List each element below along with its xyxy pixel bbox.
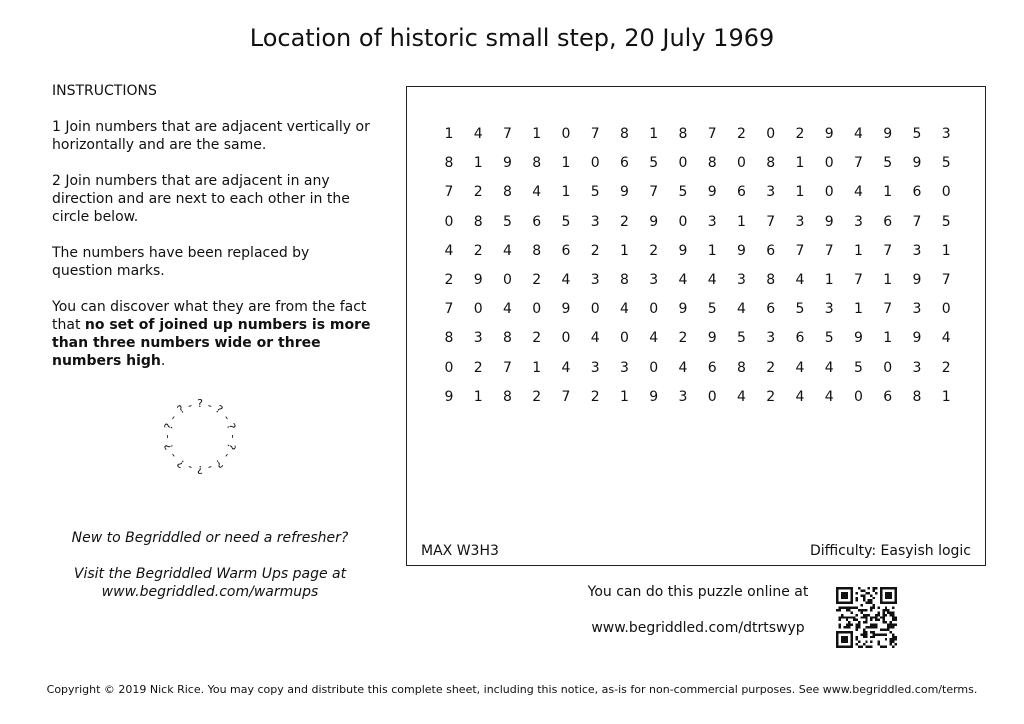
grid-cell[interactable]: 8 xyxy=(503,184,512,201)
grid-cell[interactable]: 8 xyxy=(620,126,629,142)
grid-cell[interactable]: 9 xyxy=(678,301,688,318)
circle-question-mark: ? xyxy=(174,402,187,417)
circle-dash: - xyxy=(166,411,180,423)
grid-cell[interactable]: 7 xyxy=(503,126,512,142)
grid-cell[interactable]: 4 xyxy=(824,388,834,405)
grid-cell[interactable]: 8 xyxy=(737,359,746,376)
grid-cell[interactable]: 0 xyxy=(854,388,863,405)
grid-cell[interactable]: 5 xyxy=(824,330,834,347)
grid-cell[interactable]: 9 xyxy=(503,155,512,172)
circle-question-mark: ? xyxy=(174,456,187,471)
grid-cell[interactable]: 7 xyxy=(795,242,805,259)
grid-cell[interactable]: 0 xyxy=(444,359,454,376)
grid-cell[interactable]: 5 xyxy=(941,155,951,172)
grid-cell[interactable]: 4 xyxy=(854,126,863,142)
grid-cell[interactable]: 5 xyxy=(707,301,717,318)
page-title: Location of historic small step, 20 July 1969 xyxy=(249,24,775,52)
grid-cell[interactable]: 3 xyxy=(941,126,951,142)
grid-cell[interactable]: 9 xyxy=(649,388,659,405)
grid-cell[interactable]: 4 xyxy=(561,359,571,376)
circle-dash: - xyxy=(220,450,234,462)
grid-cell[interactable]: 3 xyxy=(473,330,483,347)
circle-question-mark: ? xyxy=(224,441,239,452)
grid-cell[interactable]: 2 xyxy=(532,271,542,288)
grid-cell[interactable]: 4 xyxy=(473,126,483,142)
grid-cell[interactable]: 7 xyxy=(766,213,776,230)
grid-cell[interactable]: 7 xyxy=(444,184,454,201)
grid-cell[interactable]: 8 xyxy=(766,155,776,172)
grid-cell[interactable]: 7 xyxy=(707,126,717,142)
grid-cell[interactable]: 2 xyxy=(532,330,542,347)
grid-cell[interactable]: 6 xyxy=(707,359,717,376)
grid-cell[interactable]: 6 xyxy=(883,213,893,230)
circle-dash: - xyxy=(206,398,215,412)
grid-cell[interactable]: 9 xyxy=(883,126,893,142)
grid-cell[interactable]: 6 xyxy=(912,184,922,201)
grid-cell[interactable]: 7 xyxy=(561,388,571,405)
grid-cell[interactable]: 1 xyxy=(854,301,863,318)
grid-cell[interactable]: 1 xyxy=(883,271,893,288)
discover-note xyxy=(52,298,372,370)
grid-cell[interactable]: 6 xyxy=(561,242,571,259)
grid-cell[interactable]: 0 xyxy=(649,301,659,318)
puzzle-code: MAX W3H3 xyxy=(421,543,499,559)
grid-cell[interactable]: 5 xyxy=(795,301,805,318)
grid-cell[interactable]: 0 xyxy=(941,301,951,318)
grid-cell[interactable]: 1 xyxy=(883,330,893,347)
grid-cell[interactable]: 3 xyxy=(795,213,805,230)
grid-cell[interactable]: 6 xyxy=(766,242,776,259)
grid-cell[interactable]: 2 xyxy=(941,359,951,376)
grid-cell[interactable]: 8 xyxy=(678,126,688,142)
grid-cell[interactable]: 7 xyxy=(883,242,893,259)
grid-cell[interactable]: 0 xyxy=(561,330,571,347)
grid-cell[interactable]: 9 xyxy=(737,242,746,259)
grid-cell[interactable]: 1 xyxy=(707,242,717,259)
grid-cell[interactable]: 5 xyxy=(561,213,571,230)
grid-cell[interactable]: 3 xyxy=(620,359,629,376)
grid-cell[interactable]: 1 xyxy=(883,184,893,201)
grid-cell[interactable]: 1 xyxy=(737,213,746,230)
grid-cell[interactable]: 0 xyxy=(824,184,834,201)
online-note xyxy=(560,583,836,637)
grid-cell[interactable]: 1 xyxy=(532,359,542,376)
grid-cell[interactable]: 9 xyxy=(912,155,922,172)
grid-cell[interactable]: 1 xyxy=(561,184,571,201)
grid-cell[interactable]: 1 xyxy=(444,126,454,142)
circle-dash: - xyxy=(185,398,194,412)
grid-cell[interactable]: 4 xyxy=(678,271,688,288)
grid-cell[interactable]: 0 xyxy=(649,359,659,376)
grid-cell[interactable]: 9 xyxy=(561,301,571,318)
grid-cell[interactable]: 9 xyxy=(854,330,863,347)
circle-question-mark: ? xyxy=(161,421,176,432)
grid-cell[interactable]: 8 xyxy=(766,271,776,288)
grid-cell[interactable]: 8 xyxy=(532,155,542,172)
grid-cell[interactable]: 4 xyxy=(737,301,746,318)
grid-cell[interactable]: 2 xyxy=(473,359,483,376)
grid-cell[interactable]: 9 xyxy=(912,330,922,347)
grid-cell[interactable]: 1 xyxy=(941,388,951,405)
grid-cell[interactable]: 4 xyxy=(444,242,454,259)
grid-cell[interactable]: 6 xyxy=(532,213,542,230)
grid-cell[interactable]: 5 xyxy=(678,184,688,201)
grid-cell[interactable]: 2 xyxy=(649,242,659,259)
discover-bold: no set of joined up numbers is more than three numbers wide or three numbers high xyxy=(52,317,371,369)
grid-cell[interactable]: 2 xyxy=(590,242,600,259)
circle-question-mark: ? xyxy=(197,463,203,476)
grid-cell[interactable]: 3 xyxy=(824,301,834,318)
grid-cell[interactable]: 3 xyxy=(590,271,600,288)
circle-dash: - xyxy=(185,461,194,475)
circle-question-mark: ? xyxy=(197,397,203,410)
grid-cell[interactable]: 1 xyxy=(532,126,542,142)
grid-cell[interactable]: 1 xyxy=(854,242,863,259)
grid-cell[interactable]: 3 xyxy=(737,271,746,288)
circle-question-mark: ? xyxy=(224,421,239,432)
grid-cell[interactable]: 2 xyxy=(444,271,454,288)
circle-dash: - xyxy=(220,411,234,423)
grid-cell[interactable]: 3 xyxy=(912,242,922,259)
grid-cell[interactable]: 8 xyxy=(503,330,512,347)
grid-cell[interactable]: 3 xyxy=(766,330,776,347)
grid-cell[interactable]: 3 xyxy=(912,359,922,376)
grid-cell[interactable]: 9 xyxy=(707,330,717,347)
grid-cell[interactable]: 4 xyxy=(737,388,746,405)
grid-cell[interactable]: 3 xyxy=(590,359,600,376)
grid-cell[interactable]: 1 xyxy=(473,155,483,172)
grid-cell[interactable]: 2 xyxy=(620,213,629,230)
number-grid xyxy=(438,123,957,415)
discover-pre: You can discover what they are from the fact that xyxy=(52,299,367,333)
grid-cell[interactable]: 4 xyxy=(824,359,834,376)
grid-cell[interactable]: 6 xyxy=(620,155,629,172)
grid-cell[interactable]: 7 xyxy=(854,271,863,288)
grid-cell[interactable]: 7 xyxy=(444,301,454,318)
grid-cell[interactable]: 3 xyxy=(912,301,922,318)
grid-cell[interactable]: 4 xyxy=(707,271,717,288)
grid-cell[interactable]: 1 xyxy=(473,388,483,405)
grid-cell[interactable]: 3 xyxy=(590,213,600,230)
grid-cell[interactable]: 7 xyxy=(883,301,893,318)
grid-cell[interactable]: 2 xyxy=(766,388,776,405)
refresher-line-2: Visit the Begriddled Warm Ups page at www.begriddled.com/warmups xyxy=(73,566,347,600)
instructions-heading: INSTRUCTIONS xyxy=(52,83,157,99)
grid-cell[interactable]: 0 xyxy=(444,213,454,230)
grid-cell[interactable]: 9 xyxy=(707,184,717,201)
grid-cell[interactable]: 4 xyxy=(941,330,951,347)
grid-cell[interactable]: 5 xyxy=(737,330,746,347)
grid-cell[interactable]: 1 xyxy=(620,388,629,405)
grid-cell[interactable]: 8 xyxy=(620,271,629,288)
circle-question-mark: ? xyxy=(213,456,226,471)
grid-cell[interactable]: 0 xyxy=(532,301,542,318)
grid-cell[interactable]: 0 xyxy=(824,155,834,172)
grid-cell[interactable]: 0 xyxy=(590,301,600,318)
discover-post: . xyxy=(160,353,166,369)
grid-cell[interactable]: 4 xyxy=(795,359,805,376)
online-label: You can do this puzzle online at xyxy=(587,584,809,600)
grid-cell[interactable]: 0 xyxy=(883,359,893,376)
grid-cell[interactable]: 9 xyxy=(473,271,483,288)
replaced-note: The numbers have been replaced by question marks. xyxy=(52,245,310,279)
grid-cell[interactable]: 1 xyxy=(649,126,659,142)
grid-cell[interactable]: 2 xyxy=(678,330,688,347)
grid-cell[interactable]: 9 xyxy=(824,213,834,230)
grid-cell[interactable]: 0 xyxy=(561,126,571,142)
rule-1: 1 Join numbers that are adjacent vertically or horizontally and are the same. xyxy=(52,119,370,153)
grid-cell[interactable]: 7 xyxy=(503,359,512,376)
grid-cell[interactable]: 5 xyxy=(649,155,659,172)
grid-cell[interactable]: 0 xyxy=(707,388,717,405)
grid-cell[interactable]: 4 xyxy=(503,301,512,318)
grid-cell[interactable]: 0 xyxy=(941,184,951,201)
grid-cell[interactable]: 7 xyxy=(590,126,600,142)
grid-cell[interactable]: 2 xyxy=(473,184,483,201)
grid-cell[interactable]: 1 xyxy=(941,242,951,259)
circle-dash: - xyxy=(160,434,174,439)
rule-2: 2 Join numbers that are adjacent in any direction and are next to each other in the circle below. xyxy=(52,173,350,225)
grid-cell[interactable]: 8 xyxy=(444,330,454,347)
grid-cell[interactable]: 0 xyxy=(473,301,483,318)
grid-cell[interactable]: 2 xyxy=(532,388,542,405)
grid-cell[interactable]: 7 xyxy=(941,271,951,288)
circle-question-mark: ? xyxy=(213,402,226,417)
grid-cell[interactable]: 4 xyxy=(649,330,659,347)
grid-cell[interactable]: 3 xyxy=(649,271,659,288)
grid-cell[interactable]: 9 xyxy=(620,184,629,201)
grid-cell[interactable]: 9 xyxy=(824,126,834,142)
grid-cell[interactable]: 4 xyxy=(590,330,600,347)
qr-code-icon[interactable] xyxy=(836,587,897,648)
grid-cell[interactable]: 6 xyxy=(766,301,776,318)
grid-cell[interactable]: 0 xyxy=(678,155,688,172)
grid-cell[interactable]: 4 xyxy=(561,271,571,288)
grid-cell[interactable]: 6 xyxy=(795,330,805,347)
grid-cell[interactable]: 7 xyxy=(912,213,922,230)
grid-cell[interactable]: 9 xyxy=(678,242,688,259)
grid-cell[interactable]: 3 xyxy=(707,213,717,230)
grid-cell[interactable]: 7 xyxy=(854,155,863,172)
grid-cell[interactable]: 0 xyxy=(766,126,776,142)
grid-cell[interactable]: 1 xyxy=(620,242,629,259)
refresher-line-1: New to Begriddled or need a refresher? xyxy=(71,530,349,546)
grid-cell[interactable]: 0 xyxy=(620,330,629,347)
grid-cell[interactable]: 4 xyxy=(795,271,805,288)
grid-cell[interactable]: 1 xyxy=(795,184,805,201)
grid-cell[interactable]: 7 xyxy=(824,242,834,259)
grid-cell[interactable]: 2 xyxy=(473,242,483,259)
difficulty-label: Difficulty: Easyish logic xyxy=(809,543,971,559)
grid-cell[interactable]: 5 xyxy=(503,213,512,230)
online-url[interactable]: www.begriddled.com/dtrtswyp xyxy=(591,620,805,636)
circle-dash: - xyxy=(206,461,215,475)
grid-cell[interactable]: 8 xyxy=(503,388,512,405)
grid-cell[interactable]: 9 xyxy=(649,213,659,230)
grid-cell[interactable]: 0 xyxy=(503,271,512,288)
grid-cell[interactable]: 0 xyxy=(678,213,688,230)
circle-dash: - xyxy=(226,434,240,439)
grid-cell[interactable]: 7 xyxy=(649,184,659,201)
circle-dash: - xyxy=(166,450,180,462)
grid-cell[interactable]: 1 xyxy=(824,271,834,288)
circle-question-mark: ? xyxy=(161,441,176,452)
grid-cell[interactable]: 8 xyxy=(912,388,922,405)
grid-cell[interactable]: 5 xyxy=(854,359,863,376)
grid-cell[interactable]: 9 xyxy=(912,271,922,288)
grid-cell[interactable]: 5 xyxy=(883,155,893,172)
grid-cell[interactable]: 5 xyxy=(941,213,951,230)
grid-cell[interactable]: 3 xyxy=(678,388,688,405)
question-mark-circle xyxy=(160,397,247,484)
grid-cell[interactable]: 4 xyxy=(678,359,688,376)
grid-cell[interactable]: 5 xyxy=(590,184,600,201)
grid-cell[interactable]: 6 xyxy=(737,184,746,201)
grid-cell[interactable]: 2 xyxy=(795,126,805,142)
grid-cell[interactable]: 3 xyxy=(766,184,776,201)
grid-cell[interactable]: 4 xyxy=(503,242,512,259)
grid-cell[interactable]: 1 xyxy=(561,155,571,172)
grid-cell[interactable]: 0 xyxy=(737,155,746,172)
copyright-notice: Copyright © 2019 Nick Rice. You may copy and distribute this complete sheet, including this notice, as-is for non-commercial purposes. See www.begriddled.com/terms. xyxy=(46,683,978,696)
grid-cell[interactable]: 4 xyxy=(532,184,542,201)
grid-cell[interactable]: 2 xyxy=(590,388,600,405)
instructions-panel xyxy=(52,82,372,388)
grid-cell[interactable]: 4 xyxy=(620,301,629,318)
grid-cell[interactable]: 1 xyxy=(795,155,805,172)
grid-cell[interactable]: 8 xyxy=(473,213,483,230)
grid-cell[interactable]: 0 xyxy=(590,155,600,172)
grid-cell[interactable]: 2 xyxy=(737,126,746,142)
grid-cell[interactable]: 5 xyxy=(912,126,922,142)
grid-cell[interactable]: 3 xyxy=(854,213,863,230)
grid-cell[interactable]: 8 xyxy=(532,242,542,259)
puzzle-box xyxy=(406,86,986,566)
grid-cell[interactable]: 4 xyxy=(854,184,863,201)
grid-cell[interactable]: 9 xyxy=(444,388,454,405)
grid-cell[interactable]: 8 xyxy=(444,155,454,172)
refresher-note xyxy=(40,529,380,619)
grid-cell[interactable]: 6 xyxy=(883,388,893,405)
grid-cell[interactable]: 4 xyxy=(795,388,805,405)
grid-cell[interactable]: 2 xyxy=(766,359,776,376)
grid-cell[interactable]: 8 xyxy=(707,155,717,172)
